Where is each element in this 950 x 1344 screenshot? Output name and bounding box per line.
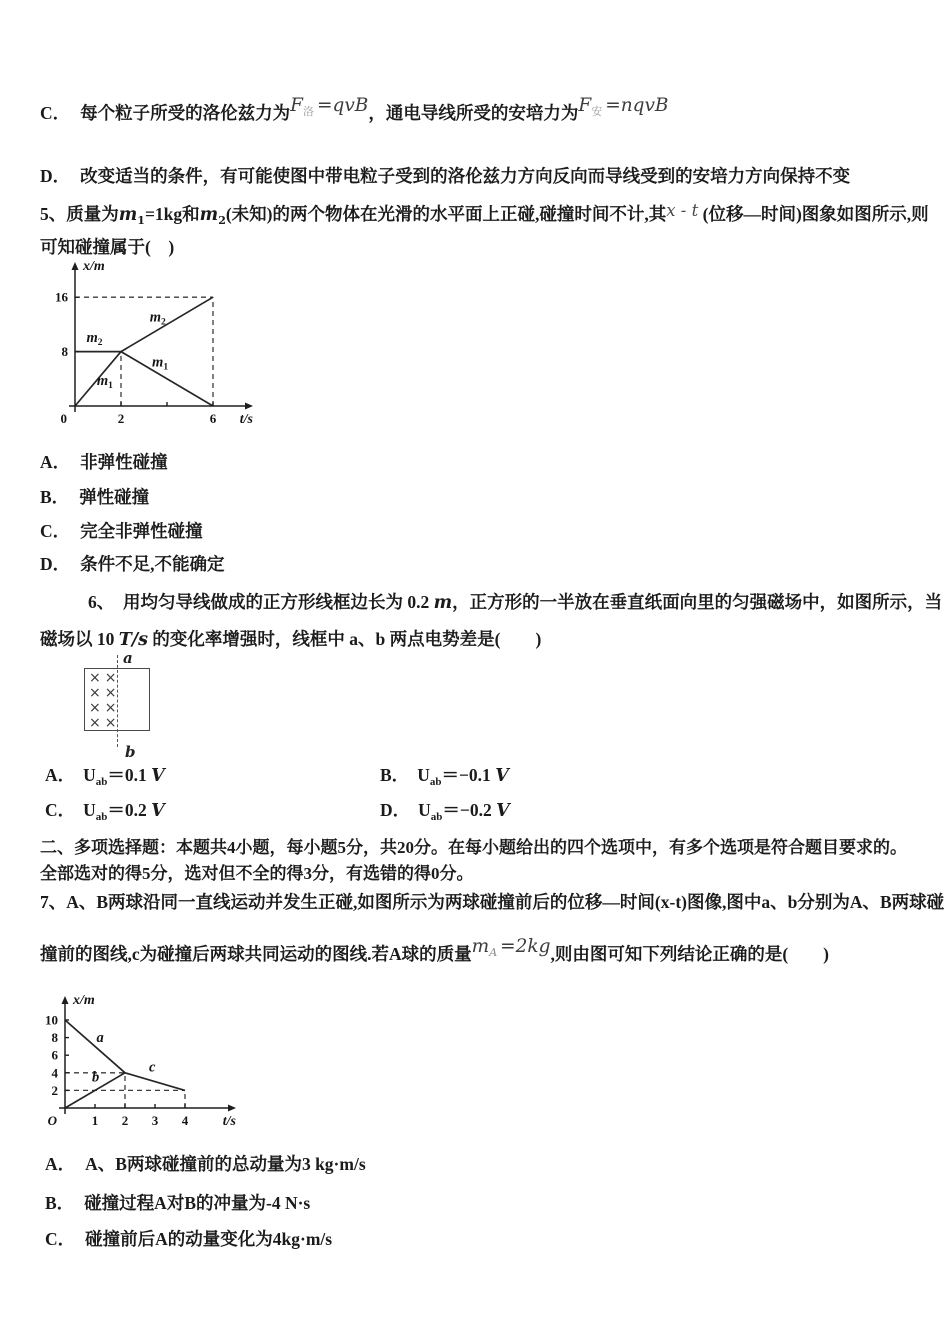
q6-option-d: D． $U_{ab}=-0.2$ V — [380, 800, 510, 823]
svg-text:c: c — [149, 1059, 156, 1076]
mass-m1-symbol: $m_1$ — [118, 205, 145, 227]
option-c-text-pre: 每个粒子所受的洛伦兹力为 — [80, 103, 291, 123]
xt-formula: x - t — [666, 201, 699, 220]
svg-text:10: 10 — [45, 1012, 58, 1028]
svg-text:2: 2 — [51, 1082, 58, 1098]
svg-text:8: 8 — [51, 1030, 58, 1046]
mass-m2-symbol: $m_2$ — [199, 205, 226, 227]
field-into-page-marks: ×× — [89, 700, 121, 716]
option-d-text: 改变适当的条件，有可能使图中带电粒子受到的洛伦兹力方向反向而导线受到的安培力方向保持不变 — [80, 166, 851, 186]
q6-option-b: B． $U_{ab}=-0.1$ V — [380, 765, 509, 788]
ampere-force-formula: $F_安$ =nqvB — [578, 95, 669, 118]
q6-stem-line2: 磁场以 10 T/s 的变化率增强时，线框中 a、b 两点电势差是( ) — [40, 629, 542, 650]
lorentz-force-formula: $F_洛 =qvB$ — [290, 95, 369, 118]
svg-text:2: 2 — [117, 411, 125, 426]
q7-option-c: C． 碰撞前后A的动量变化为4kg·m/s — [45, 1229, 333, 1249]
section2-header-line1: 二、多项选择题：本题共4小题，每小题5分，共20分。在每小题给出的四个选项中，有多个选项是符合题目要求的。 — [40, 838, 907, 857]
prev-option-d — [40, 164, 850, 188]
svg-text:6: 6 — [51, 1047, 58, 1063]
point-a-label: a — [123, 649, 133, 667]
svg-text:b: b — [92, 1069, 100, 1086]
field-into-page-marks: ×× — [89, 715, 121, 731]
svg-text:m2: $m_2$ — [149, 309, 166, 328]
option-d-label: D． — [40, 166, 71, 186]
svg-text:8: 8 — [61, 344, 68, 360]
q6-square-loop-figure — [84, 649, 150, 761]
q5-stem-line1: 5、质量为$m_1=1kg$和$m_2$(未知)的两个物体在光滑的水平面上正碰,碰撞时间不计,其x - t (位移—时间)图象如图所示,则 — [40, 201, 929, 227]
q7-option-b: B． 碰撞过程A对B的冲量为-4 N·s — [45, 1193, 311, 1213]
q7-xt-graph — [35, 988, 240, 1143]
svg-text:4: 4 — [181, 1113, 189, 1128]
prev-option-c — [40, 95, 669, 132]
volt-unit: V — [495, 766, 509, 786]
svg-text:16: 16 — [55, 289, 68, 305]
q5-option-c: C． 完全非弹性碰撞 — [40, 521, 203, 541]
volt-unit: V — [151, 766, 165, 786]
svg-text:m1: $m_1$ — [96, 372, 113, 391]
svg-text:3: 3 — [151, 1113, 159, 1128]
q7-option-a: A． A、B两球碰撞前的总动量为3 kg·m/s — [45, 1154, 366, 1174]
svg-text:x/m: x/m — [73, 993, 95, 1008]
q5-stem-line2: 可知碰撞属于( ) — [40, 237, 175, 257]
svg-text:m2: $m_2$ — [86, 330, 103, 349]
q7-stem-line1: 7、A、B两球沿同一直线运动并发生正碰,如图所示为两球碰撞前后的位移—时间(x-t)图像,图中a、b分别为A、B两球碰 — [40, 892, 945, 912]
field-into-page-marks: ×× — [89, 685, 121, 701]
q6-option-c: C． $U_{ab}=0.2$ V — [45, 800, 165, 823]
svg-text:6: 6 — [209, 411, 217, 426]
field-into-page-marks: ×× — [89, 670, 121, 686]
svg-text:1: 1 — [91, 1113, 99, 1128]
option-c-text-mid: ，通电导线所受的安培力为 — [368, 103, 579, 123]
svg-text:t/s: t/s — [239, 412, 253, 427]
svg-text:4: 4 — [51, 1065, 58, 1081]
section2-header-line2: 全部选对的得5分，选对但不全的得3分，有选错的得0分。 — [40, 864, 474, 883]
tesla-per-second-unit: T/s — [118, 630, 149, 650]
dashed-midline — [117, 655, 118, 747]
mass-A-formula: $m_A =2kg$ — [471, 936, 551, 959]
q7-stem-line2: 撞前的图线,c为碰撞后两球共同运动的图线.若A球的质量$m_A =2kg$,则由图可知下列结论正确的是( ) — [40, 936, 830, 964]
svg-text:0: 0 — [60, 411, 67, 426]
svg-text:t/s: t/s — [222, 1114, 236, 1129]
svg-text:2: 2 — [121, 1113, 129, 1128]
svg-text:a: a — [96, 1030, 104, 1046]
q6-stem-line1: 6、 用均匀导线做成的正方形线框边长为 0.2 m，正方形的一半放在垂直纸面向里的匀强磁场中，如图所示，当 — [88, 592, 943, 613]
svg-text:O: O — [47, 1113, 57, 1128]
meter-unit: m — [433, 593, 453, 613]
q5-option-d: D． 条件不足,不能确定 — [40, 554, 225, 574]
point-b-label: b — [125, 743, 136, 761]
q6-option-a: A． $U_{ab}=0.1$ V — [45, 765, 165, 788]
svg-text:m1: $m_1$ — [152, 354, 169, 373]
q5-option-b: B． 弹性碰撞 — [40, 487, 150, 507]
q5-option-a: A． 非弹性碰撞 — [40, 452, 168, 472]
option-c-label: C． — [40, 103, 71, 123]
volt-unit: V — [151, 801, 165, 821]
svg-text:x/m: x/m — [83, 259, 105, 274]
volt-unit: V — [496, 801, 510, 821]
q5-xt-graph — [42, 254, 257, 447]
